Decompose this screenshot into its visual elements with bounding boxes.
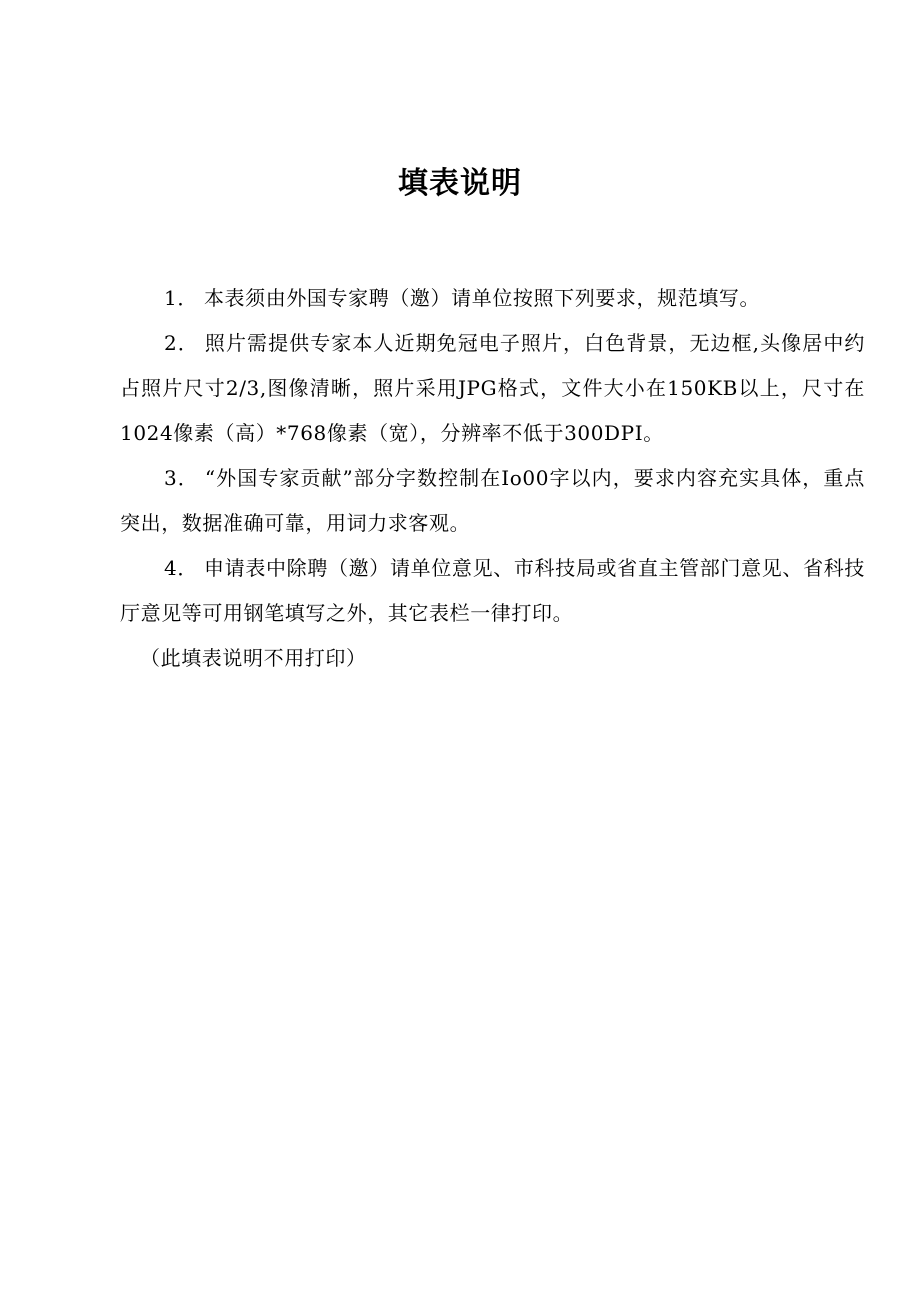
item-number: 1． bbox=[164, 286, 198, 310]
item-number: 4． bbox=[164, 556, 199, 580]
instruction-item-1 bbox=[120, 276, 865, 321]
print-note: （此填表说明不用打印） bbox=[140, 646, 367, 670]
item-text: 本表须由外国专家聘（邀）请单位按照下列要求，规范填写。 bbox=[203, 286, 761, 310]
instructions-body bbox=[120, 276, 865, 681]
instruction-item-4 bbox=[120, 546, 865, 636]
item-text: 照片需提供专家本人近期免冠电子照片，白色背景，无边框,头像居中约占照片尺寸2/3,图像清晰，照片采用JPG格式，文件大小在150KB以上，尺寸在1024像素（高）*768像素（宽），分辨率不低于300DPI。 bbox=[120, 331, 865, 445]
item-text: “外国专家贡献”部分字数控制在Io00字以内，要求内容充实具体，重点突出，数据准确可靠，用词力求客观。 bbox=[120, 466, 865, 535]
item-number: 3． bbox=[164, 466, 199, 490]
instruction-item-3 bbox=[120, 456, 865, 546]
item-text: 申请表中除聘（邀）请单位意见、市科技局或省直主管部门意见、省科技厅意见等可用钢笔填写之外，其它表栏一律打印。 bbox=[120, 556, 865, 625]
page-title: 填表说明 bbox=[398, 166, 522, 201]
instruction-item-2 bbox=[120, 321, 865, 456]
item-number: 2． bbox=[164, 331, 199, 355]
